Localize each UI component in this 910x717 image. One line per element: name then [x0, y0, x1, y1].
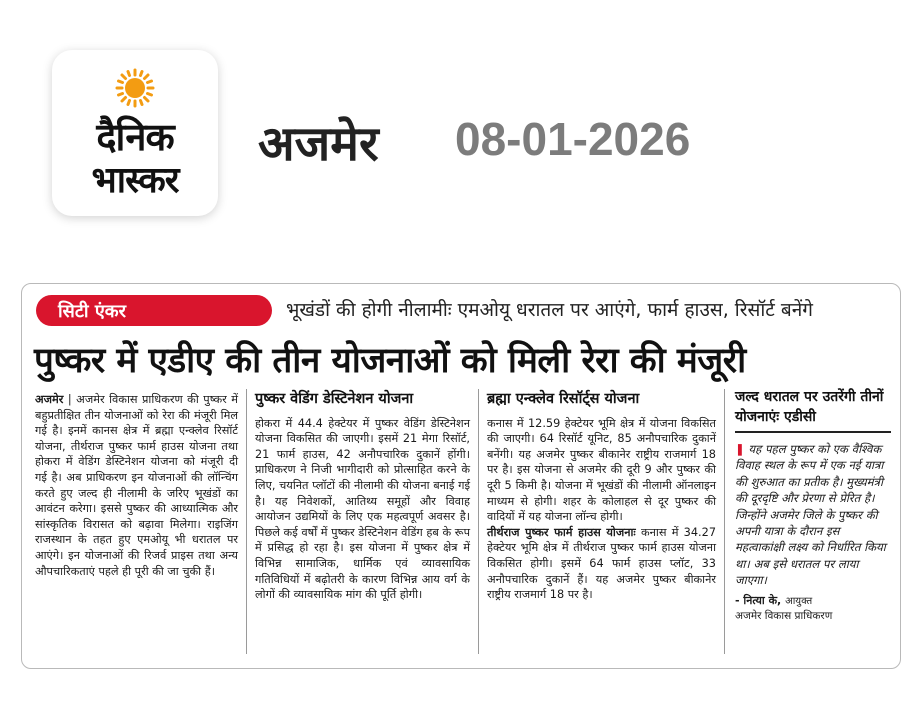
official-quote [735, 441, 891, 589]
section-tag [36, 295, 272, 326]
article-column-3 [487, 392, 716, 603]
news-clipping [21, 283, 901, 669]
city-name: अजमेर [258, 116, 379, 172]
column-heading: पुष्कर वेडिंग डेस्टिनेशन योजना [255, 391, 414, 407]
column-heading: जल्द धरातल पर उतरेंगी तीनों योजनाएंः एडीसी [735, 389, 884, 425]
article-column-1 [35, 392, 238, 579]
article-column-2 [255, 392, 470, 603]
signature-name: - नित्या के, [735, 593, 782, 607]
heading-rule [735, 431, 891, 433]
intro-paragraph: | अजमेर विकास प्राधिकरण की पुष्कर में बहुप्रतीक्षित तीन योजनाओं को रेरा की मंजूरी मिल गई है। इनमें कानस क्षेत्र में ब्रह्मा एन्क्लेव रिसॉर्ट योजना, तीर्थराज पुष्कर फार्म हाउस योजना तथा होकरा में वेडिंग डेस्टिनेशन योजना को मंजूरी दी गई है। अब प्राधिकरण इन योजनाओं की लॉन्चिंग करते हुए जल्द ही नीलामी के जरिए भूखंडों का आवंटन करेगा। इससे पुष्कर की आध्यात्मिक और सांस्कृतिक विरासत को बढ़ावा मिलेगा। राइजिंग राजस्थान के तहत हुए एमओयू भी धरातल पर आएंगे। इन योजनाओं की रिजर्व प्राइस तथा अन्य औपचारिकताएं पहले ही पूरी की जा चुकी हैं। [35, 393, 238, 578]
column-heading: ब्रह्मा एन्क्लेव रिसॉर्ट्स योजना [487, 391, 640, 407]
quote-bullet: ❚ [735, 442, 745, 456]
column-divider [724, 389, 725, 654]
signature [735, 593, 891, 610]
sun-icon [115, 68, 155, 108]
section-tag-label: सिटी एंकर [58, 301, 126, 322]
column-divider [246, 389, 247, 654]
headline: पुष्कर में एडीए की तीन योजनाओं को मिली रेरा की मंजूरी [34, 341, 746, 381]
column-divider [478, 389, 479, 654]
signature-role: आयुक्त [785, 595, 813, 607]
edition-date: 08-01-2026 [455, 113, 691, 165]
logo-text-dainik: दैनिक [96, 115, 174, 159]
resort-scheme-paragraph: कनास में 12.59 हेक्टेयर भूमि क्षेत्र में योजना विकसित की जाएगी। 64 रिसॉर्ट यूनिट, 85 अनौपचारिक दुकानें बनेंगी। यह अजमेर पुष्कर बीकानेर राष्ट्रीय राजमार्ग 18 पर है। इस योजना से अजमेर की दूरी 9 और पुष्कर की दूरी 5 किमी है। योजना में भूखंडों की नीलामी ऑनलाइन माध्यम से होगी। शहर के कोलाहल से दूर पुष्कर की वादियों में यह योजना लॉन्च होगी। [487, 416, 716, 524]
article-column-4 [735, 387, 891, 625]
signature-office: अजमेर विकास प्राधिकरण [735, 610, 833, 623]
logo-text-bhaskar: भास्कर [91, 160, 179, 201]
quote-text: यह पहल पुष्कर को एक वैश्विक विवाह स्थल के रूप में एक नई यात्रा की शुरुआत का प्रतीक है। मुख्यमंत्री की दूरदृष्टि और प्रेरणा से प्रेरित है। जिन्होंने अजमेर जिले के पुष्कर की अपनी यात्रा के दौरान इस महत्वाकांक्षी लक्ष्य को निर्धारित किया था। अब इसे धरातल पर लाया जाएगा। [735, 442, 886, 588]
farmhouse-subheading: तीर्थराज पुष्कर फार्म हाउस योजनाः [487, 525, 636, 539]
wedding-scheme-paragraph: होकरा में 44.4 हेक्टेयर में पुष्कर वेडिंग डेस्टिनेशन योजना विकसित की जाएगी। इसमें 21 मेगा रिसॉर्ट, 21 फार्म हाउस, 42 अनौपचारिक दुकानें होंगी। प्राधिकरण ने निजी भागीदारी को प्रोत्साहित करने के लिए, चयनित प्लॉटों की नीलामी की योजना बनाई गई है। यह निवेशकों, आतिथ्य समूहों और विवाह आयोजन उद्यमियों के लिए एक महत्वपूर्ण अवसर है। पिछले कई वर्षों में पुष्कर डेस्टिनेशन वेडिंग हब के रूप में प्रसिद्ध हो रहा है। इस योजना में पुष्कर क्षेत्र में विभिन्न सामाजिक, धार्मिक एवं व्यावसायिक गतिविधियों में बढ़ोतरी के कारण विभिन्न आय वर्ग के लोगों की व्यावसायिक मांग की पूर्ति होगी। [255, 416, 470, 602]
farmhouse-paragraph: कनास में 34.27 हेक्टेयर भूमि क्षेत्र में तीर्थराज पुष्कर फार्म हाउस योजना विकसित होगी। इसमें 64 फार्म हाउस प्लॉट, 33 अनौपचारिक दुकानें हैं। यह अजमेर पुष्कर बीकानेर राष्ट्रीय राजमार्ग 18 पर है। [487, 525, 717, 602]
dateline: अजमेर [35, 393, 64, 406]
dainik-bhaskar-logo [52, 50, 218, 216]
kicker-line: भूखंडों की होगी नीलामीः एमओयू धरातल पर आएंगे, फार्म हाउस, रिसॉर्ट बनेंगे [286, 299, 813, 321]
